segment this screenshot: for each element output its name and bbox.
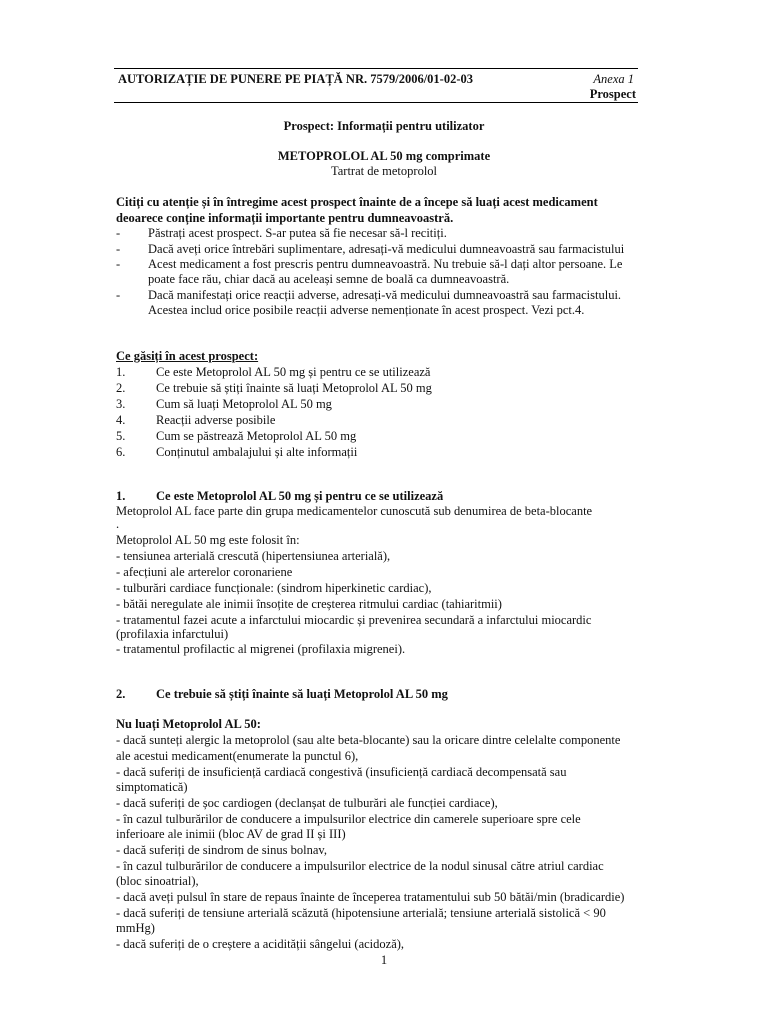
section-1-para-1: Metoprolol AL face parte din grupa medicamentelor cunoscută sub denumirea de beta-blocante — [116, 504, 593, 518]
bullet-text: Dacă manifestați orice reacții adverse, adresați-vă medicului dumneavoastră sau farmacistului. — [148, 288, 622, 302]
contraindication-line: - în cazul tulburărilor de conducere a impulsurilor electrice de la nodul sinusal către atriul cardiac — [116, 859, 604, 873]
use-item: - tratamentul fazei acute a infarctului miocardic și prevenirea secundară a infarctului miocardic — [116, 613, 592, 627]
toc-item: Ce este Metoprolol AL 50 mg și pentru ce se utilizează — [156, 365, 431, 379]
toc-item: Reacții adverse posibile — [156, 413, 276, 427]
annex-label: Anexa 1 — [593, 72, 634, 86]
authorization-number: AUTORIZAȚIE DE PUNERE PE PIAȚĂ NR. 7579/2006/01-02-03 — [118, 72, 474, 86]
use-item: (profilaxia infarctului) — [116, 627, 229, 641]
contraindication-line: - dacă suferiți de tensiune arterială scăzută (hipotensiune arterială; tensiune arterială sistolică < 90 — [116, 906, 606, 920]
use-item: - tulburări cardiace funcționale: (sindrom hiperkinetic cardiac), — [116, 581, 432, 595]
contraindication-line: mmHg) — [116, 921, 155, 935]
bullet-text-cont: Acestea includ orice posibile reacții adverse nemenționate în acest prospect. Vezi pct.4. — [148, 303, 585, 317]
toc-num: 3. — [116, 397, 126, 411]
bullet-dash: - — [116, 257, 121, 271]
section-2-number: 2. — [116, 687, 126, 701]
product-name: METOPROLOL AL 50 mg comprimate — [277, 149, 491, 163]
toc-item: Ce trebuie să știți înainte să luați Metoprolol AL 50 mg — [156, 381, 432, 395]
bullet-text: Dacă aveți orice întrebări suplimentare, adresați-vă medicului dumneavoastră sau farmacistului — [148, 242, 625, 256]
section-1-para-2: Metoprolol AL 50 mg este folosit în: — [116, 533, 300, 547]
bullet-dash: - — [116, 288, 121, 302]
contraindication-line: - dacă sunteți alergic la metoprolol (sau alte beta-blocante) sau la oricare dintre celelalte componente — [116, 733, 621, 747]
contraindication-line: simptomatică) — [116, 780, 188, 794]
toc-num: 5. — [116, 429, 126, 443]
toc-heading: Ce găsiți în acest prospect: — [116, 349, 259, 363]
contraindication-line: - dacă suferiți de insuficiență cardiacă congestivă (insuficiență cardiacă decompensată sau — [116, 765, 567, 779]
bullet-dash: - — [116, 242, 121, 256]
toc-item: Conținutul ambalajului și alte informații — [156, 445, 358, 459]
contraindication-line: - în cazul tulburărilor de conducere a impulsurilor electrice din camerele superioare spre cele — [116, 812, 581, 826]
section-2-heading: Ce trebuie să știți înainte să luați Metoprolol AL 50 mg — [156, 687, 448, 701]
use-item: - bătăi neregulate ale inimii însoțite de creșterea ritmului cardiac (tahiaritmii) — [116, 597, 502, 611]
toc-item: Cum să luați Metoprolol AL 50 mg — [156, 397, 332, 411]
document-header — [114, 68, 638, 103]
page-number: 1 — [380, 953, 388, 967]
toc-num: 4. — [116, 413, 126, 427]
contraindication-line: - dacă suferiți de o creștere a acidității sângelui (acidoză), — [116, 937, 405, 951]
section-2-subheading: Nu luați Metoprolol AL 50: — [116, 717, 261, 731]
warning-line-2: deoarece conține informații importante pentru dumneavoastră. — [116, 211, 454, 225]
warning-line-1: Citiți cu atenție și în întregime acest prospect înainte de a începe să luați acest medicament — [116, 195, 598, 209]
leaflet-title: Prospect: Informații pentru utilizator — [283, 119, 485, 133]
contraindication-line: - dacă suferiți de sindrom de sinus bolnav, — [116, 843, 327, 857]
active-substance: Tartrat de metoprolol — [330, 164, 438, 178]
section-1-heading: Ce este Metoprolol AL 50 mg și pentru ce se utilizează — [156, 489, 444, 503]
use-item: - afecțiuni ale arterelor coronariene — [116, 565, 293, 579]
use-item: - tratamentul profilactic al migrenei (profilaxia migrenei). — [116, 642, 406, 656]
bullet-text-cont: poate face rău, chiar dacă au aceleași semne de boală ca dumneavoastră. — [148, 272, 510, 286]
toc-num: 2. — [116, 381, 126, 395]
use-item: - tensiunea arterială crescută (hipertensiunea arterială), — [116, 549, 391, 563]
contraindication-line: (bloc sinoatrial), — [116, 874, 199, 888]
section-1-para-1-cont: . — [116, 517, 120, 531]
bullet-dash: - — [116, 226, 121, 240]
contraindication-line: ale acestui medicament(enumerate la punctul 6), — [116, 749, 359, 763]
toc-num: 6. — [116, 445, 126, 459]
toc-item: Cum se păstrează Metoprolol AL 50 mg — [156, 429, 357, 443]
contraindication-line: inferioare ale inimii (bloc AV de grad II și III) — [116, 827, 346, 841]
bullet-text: Păstrați acest prospect. S-ar putea să fie necesar să-l recitiți. — [148, 226, 447, 240]
bullet-text: Acest medicament a fost prescris pentru dumneavoastră. Nu trebuie să-l dați altor persoane. Le — [148, 257, 623, 271]
document-type: Prospect — [589, 87, 636, 101]
toc-num: 1. — [116, 365, 126, 379]
contraindication-line: - dacă aveți pulsul în stare de repaus înainte de începerea tratamentului sub 50 bătăi/min (bradicardie) — [116, 890, 625, 904]
contraindication-line: - dacă suferiți de șoc cardiogen (declanșat de tulburări ale funcției cardiace), — [116, 796, 498, 810]
section-1-number: 1. — [116, 489, 126, 503]
